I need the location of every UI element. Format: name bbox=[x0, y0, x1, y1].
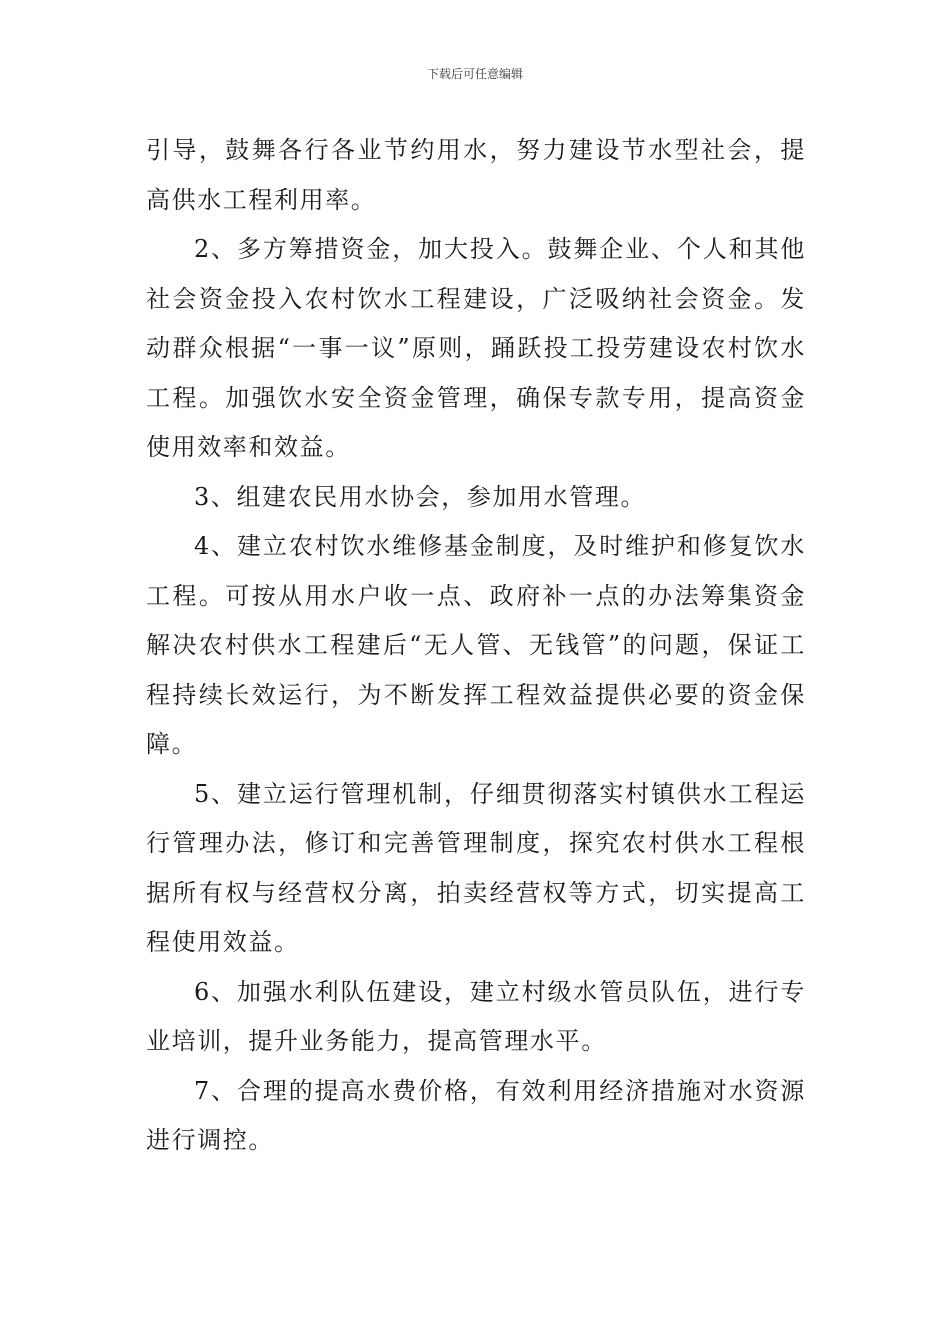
paragraph-1: 引导，鼓舞各行各业节约用水，努力建设节水型社会，提高供水工程利用率。 bbox=[146, 136, 806, 214]
paragraph-7: 7、合理的提高水费价格，有效利用经济措施对水资源进行调控。 bbox=[146, 1076, 806, 1154]
page-header: 下载后可任意编辑 bbox=[426, 67, 523, 81]
paragraph-4: 4、建立农村饮水维修基金制度，及时维护和修复饮水工程。可按从用水户收一点、政府补一点的办法筹集资金解决农村供水工程建后“无人管、无钱管”的问题，保证工程持续长效运行，为不断发挥工程效益提供必要的资金保障。 bbox=[146, 532, 806, 758]
document-body bbox=[146, 126, 806, 1166]
paragraph-2: 2、多方筹措资金，加大投入。鼓舞企业、个人和其他社会资金投入农村饮水工程建设，广泛吸纳社会资金。发动群众根据“一事一议”原则，踊跃投工投劳建设农村饮水工程。加强饮水安全资金管理，确保专款专用，提高资金使用效率和效益。 bbox=[146, 235, 806, 461]
paragraph-3: 3、组建农民用水协会，参加用水管理。 bbox=[194, 482, 647, 511]
paragraph-6: 6、加强水利队伍建设，建立村级水管员队伍，进行专业培训，提升业务能力，提高管理水平。 bbox=[146, 977, 806, 1055]
paragraph-5: 5、建立运行管理机制，仔细贯彻落实村镇供水工程运行管理办法，修订和完善管理制度，探究农村供水工程根据所有权与经营权分离，拍卖经营权等方式，切实提高工程使用效益。 bbox=[146, 779, 806, 956]
